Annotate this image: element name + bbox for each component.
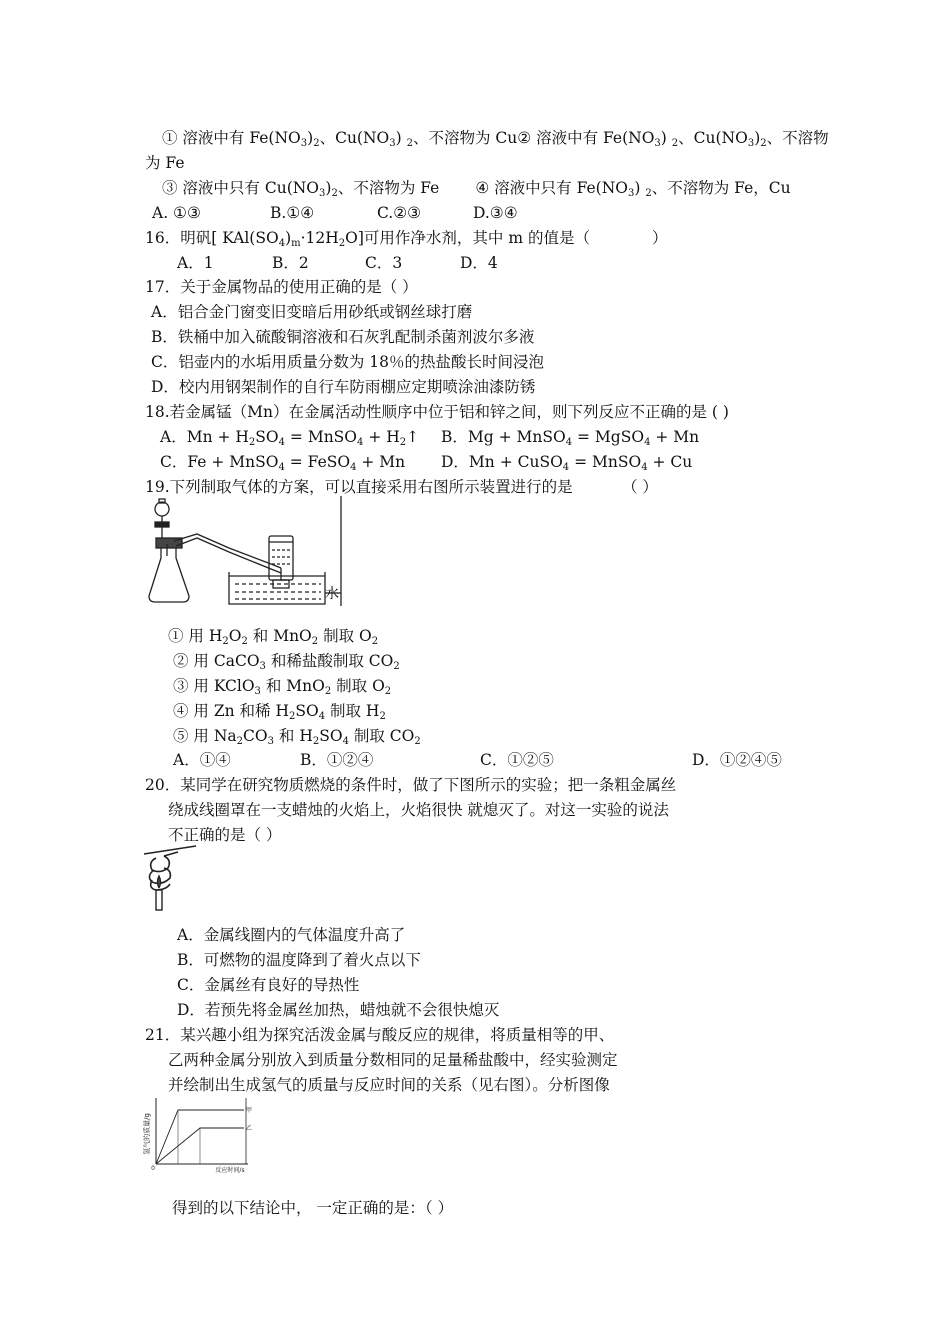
q19-item-4: ④ 用 Zn 和稀 $H_2SO_4$ 制取 $H_2$ (173, 702, 386, 722)
y-axis-label: 氢气的质量/g (143, 1113, 151, 1155)
q16-option-a: A．1 (177, 254, 214, 272)
q19-stem: 19.下列制取气体的方案，可以直接采用右图所示装置进行的是 (145, 478, 573, 496)
hydrogen-mass-graph (140, 1094, 252, 1174)
q19-option-b: B．①②④ (300, 751, 374, 769)
q18-option-b: B．Mg + MnSO$_4$ = MgSO$_4$ + Mn (441, 428, 700, 448)
q16-stem: 16．明矾[ $KAl(SO_4)_m\cdot 12H_2O$]可用作净水剂，其中 m 的值是（ ） (145, 229, 668, 249)
q21-line4: 得到的以下结论中， 一定正确的是：（ ） (172, 1199, 454, 1217)
q17-stem: 17．关于金属物品的使用正确的是（ ） (145, 278, 418, 296)
q19-item-1: ① 用 $H_2O_2$ 和 MnO$_2$ 制取 $O_2$ (168, 627, 379, 647)
q19-option-d: D．①②④⑤ (692, 751, 782, 769)
candle-icon (156, 876, 162, 910)
q19-option-a: A．①④ (173, 751, 231, 769)
water-label: 水 (325, 586, 339, 602)
q20-option-b: B．可燃物的温度降到了着火点以下 (177, 951, 421, 969)
q15-option-b: B.①④ (270, 204, 315, 222)
metal-coil-icon (144, 846, 196, 890)
q18-option-d: D．Mn + CuSO$_4$ = MnSO$_4$ + Cu (441, 453, 693, 473)
q19-item-5: ⑤ 用 $Na_2CO_3$ 和 $H_2SO_4$ 制取 $CO_2$ (173, 727, 421, 747)
q19-option-c: C．①②⑤ (480, 751, 554, 769)
q20-option-a: A．金属线圈内的气体温度升高了 (177, 926, 406, 944)
q18-option-a: A．$Mn + H_2SO_4$ = MnSO$_4$ + $H_2↑$ (160, 428, 420, 448)
q20-option-c: C．金属丝有良好的导热性 (177, 976, 360, 994)
q20-line2: 绕成线圈罩在一支蜡烛的火焰上，火焰很快 就熄灭了。对这一实验的说法 (168, 801, 669, 819)
gas-apparatus-figure (145, 496, 350, 608)
q17-option-a: A．铝合金门窗变旧变暗后用砂纸或钢丝球打磨 (151, 303, 473, 321)
gas-collection-bottle-icon (269, 536, 293, 588)
q17-option-c: C．铝壶内的水垢用质量分数为 18％的热盐酸长时间浸泡 (151, 353, 545, 371)
origin-label: 0 (151, 1165, 155, 1172)
q20-line1: 20．某同学在研究物质燃烧的条件时，做了下图所示的实验；把一条粗金属丝 (145, 776, 677, 794)
q16-option-d: D．4 (460, 254, 498, 272)
q16-option-b: B．2 (272, 254, 309, 272)
q17-option-b: B．铁桶中加入硫酸铜溶液和石灰乳配制杀菌剂波尔多液 (151, 328, 535, 346)
conical-flask-icon (149, 538, 189, 602)
q21-line1: 21．某兴趣小组为探究活泼金属与酸反应的规律，将质量相等的甲、 (145, 1026, 615, 1044)
q20-option-d: D．若预先将金属丝加热，蜡烛就不会很快熄灭 (177, 1001, 500, 1019)
q15-line3: ③ 溶液中只有 $Cu(NO_3)_2$、不溶物为 Fe ④ 溶液中只有 $Fe(NO_3)$ $_2$、不溶物为 Fe，Cu (162, 179, 791, 199)
q15-option-d: D.③④ (473, 204, 518, 222)
q17-option-d: D．校内用钢架制作的自行车防雨棚应定期喷涂油漆防锈 (151, 378, 536, 396)
q15-option-a: A. ①③ (152, 204, 201, 222)
q21-line3: 并绘制出生成氢气的质量与反应时间的关系（见右图）。分析图像 (168, 1076, 610, 1094)
q19-answer-paren: （ ） (622, 478, 658, 496)
series-label-1: 甲 (246, 1107, 252, 1114)
x-axis-label: 反应时间/s (215, 1167, 245, 1174)
q18-stem: 18.若金属锰（Mn）在金属活动性顺序中位于铝和锌之间，则下列反应不正确的是 ( ) (145, 403, 729, 421)
series-label-2: 乙 (246, 1125, 252, 1132)
q18-option-c: C．Fe + MnSO$_4$ = FeSO$_4$ + Mn (160, 453, 406, 473)
q19-item-3: ③ 用 KClO$_3$ 和 MnO$_2$ 制取 $O_2$ (173, 677, 392, 697)
q15-option-c: C.②③ (377, 204, 422, 222)
q16-option-c: C．3 (365, 254, 403, 272)
q15-line1: ① 溶液中有 $Fe(NO_3)_2$、$Cu(NO_3)$ $_2$、不溶物为 Cu② 溶液中有 $Fe(NO_3)$ $_2$、$Cu(NO_3)_2$、不溶物 (162, 129, 829, 149)
q15-line2: 为 Fe (145, 154, 185, 172)
q20-line3: 不正确的是（ ） (168, 826, 282, 844)
candle-coil-figure (142, 844, 200, 914)
q19-item-2: ② 用 CaCO$_3$ 和稀盐酸制取 $CO_2$ (173, 652, 400, 672)
q21-line2: 乙两种金属分别放入到质量分数相同的足量稀盐酸中，经实验测定 (168, 1051, 618, 1069)
